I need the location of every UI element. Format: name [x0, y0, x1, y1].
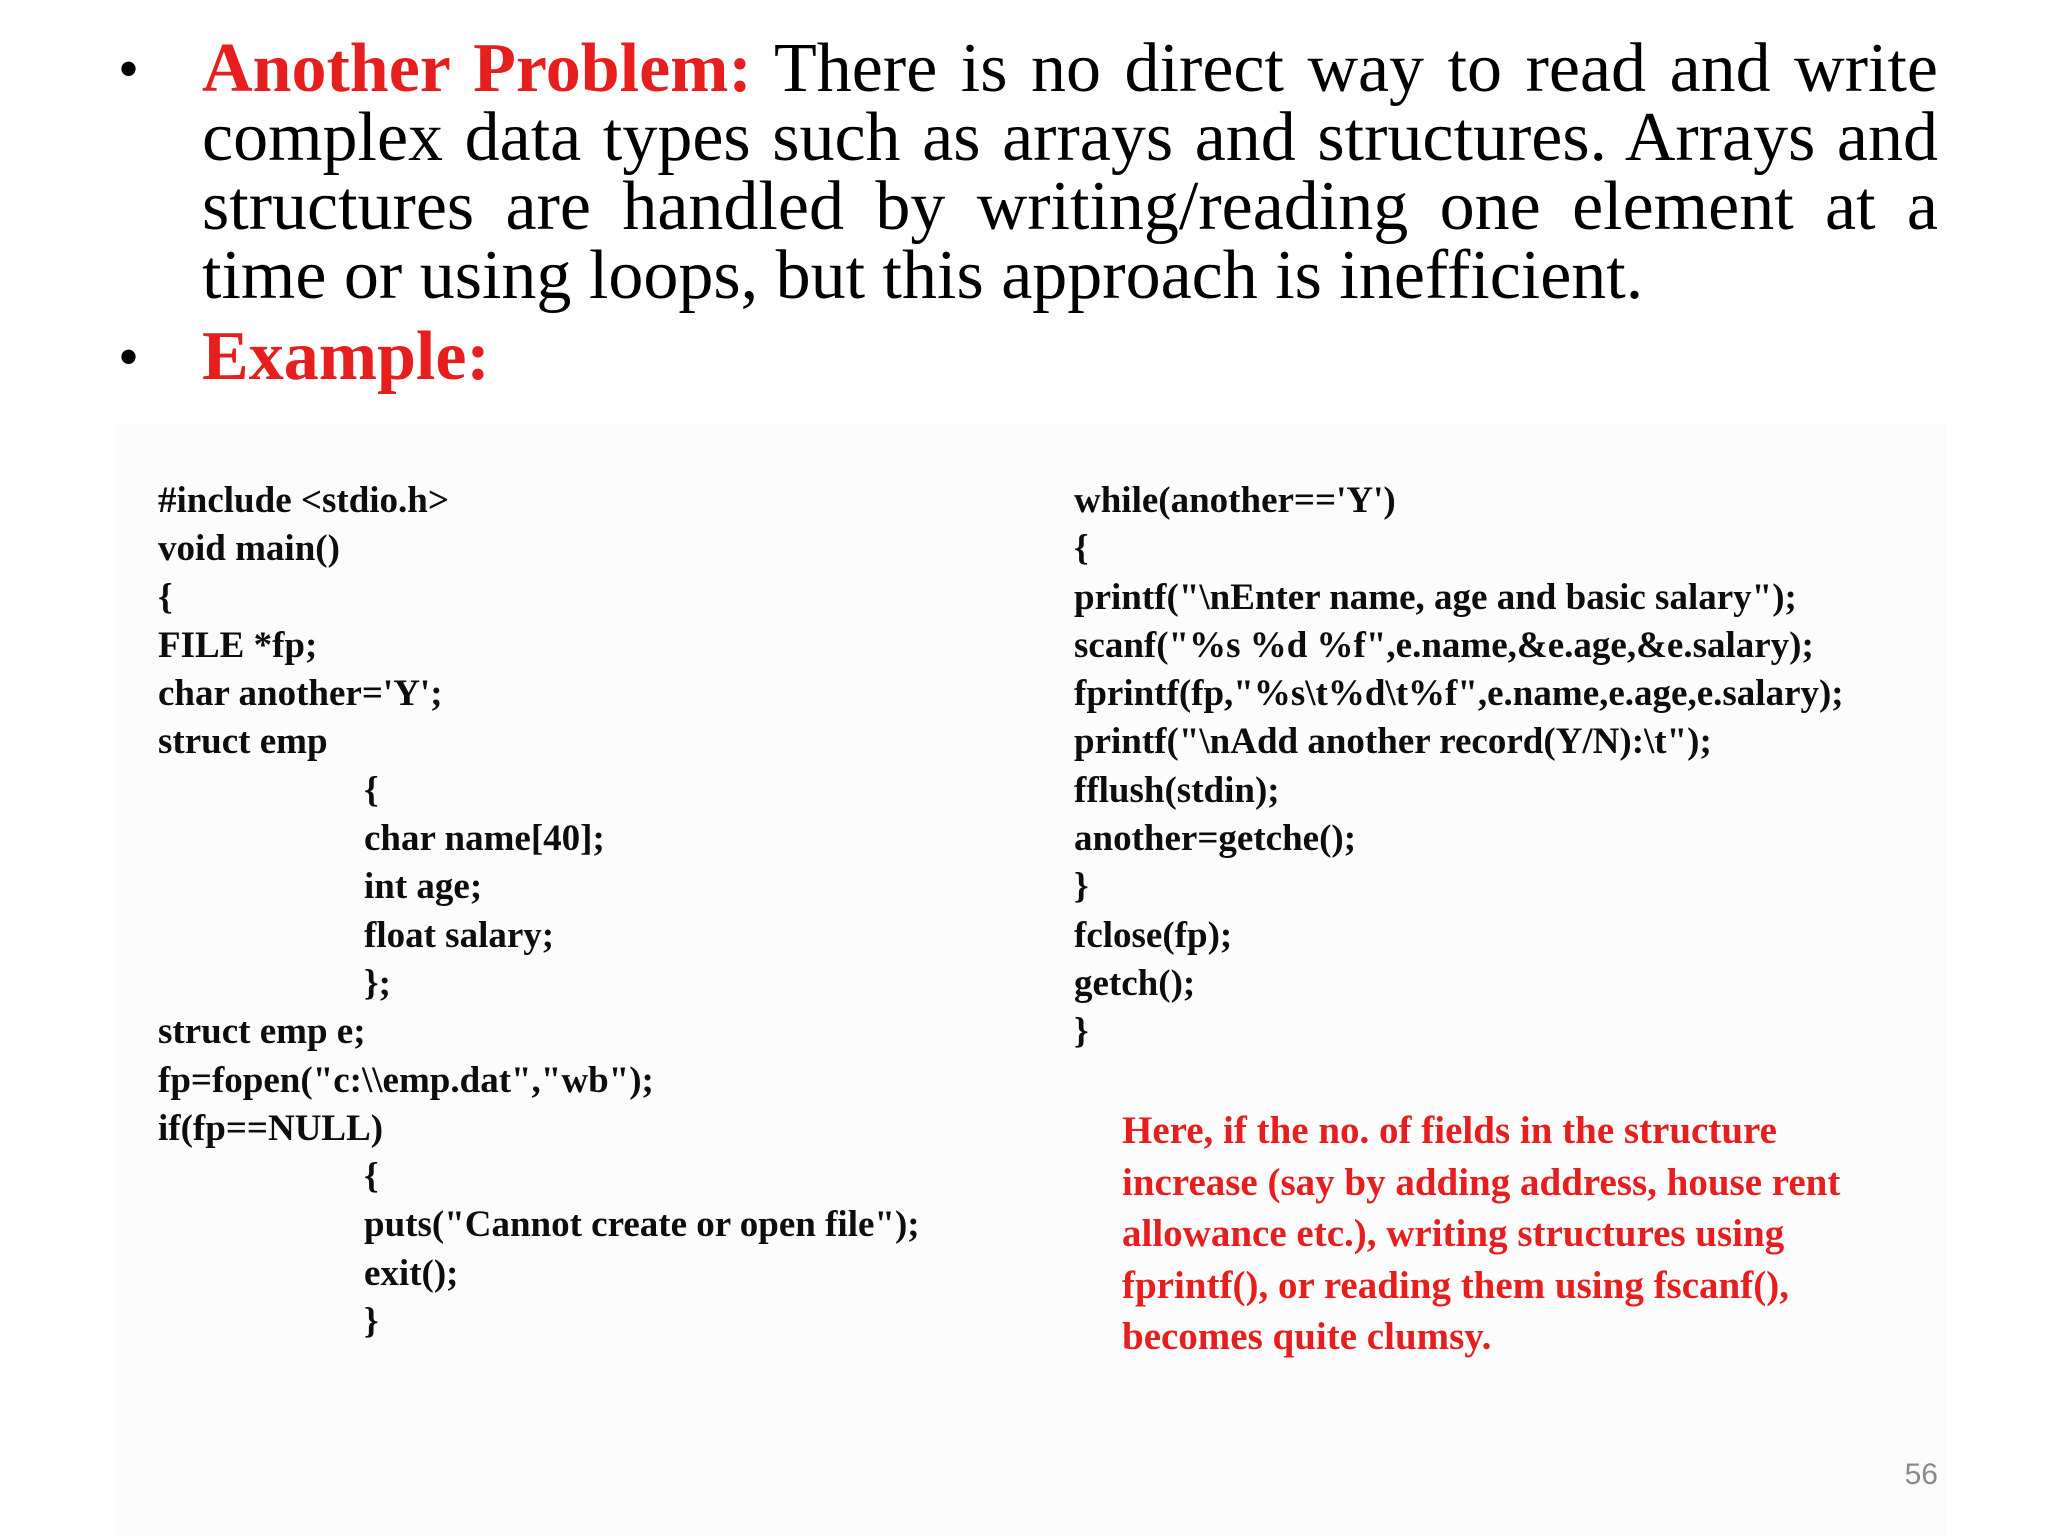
- bullet-heading: Another Problem:: [202, 30, 752, 107]
- code-column-left: [158, 477, 920, 1346]
- bullet-list: [118, 30, 1938, 395]
- code-line: void main(): [158, 528, 340, 570]
- code-line: struct emp e;: [158, 1011, 366, 1053]
- code-line: float salary;: [364, 914, 555, 956]
- code-line: #include <stdio.h>: [158, 480, 449, 521]
- code-line: {: [364, 1156, 379, 1198]
- code-line: printf("\nAdd another record(Y/N):\t");: [1074, 721, 1712, 763]
- code-line: {: [1074, 528, 1089, 570]
- code-line: char another='Y';: [158, 673, 443, 715]
- code-line: struct emp: [158, 721, 328, 763]
- code-line: fp=fopen("c:\\emp.dat","wb");: [158, 1059, 654, 1101]
- code-example-panel: [116, 425, 1946, 1536]
- code-line: exit();: [364, 1252, 459, 1294]
- code-line: fflush(stdin);: [1074, 769, 1280, 811]
- bullet-body-text: There is no direct way to read and write complex data types such as arrays and structures. Arrays and structures are handled by writing/reading one element at a time or using loops, but this approach is inefficient.: [202, 30, 1938, 314]
- code-line: }: [1074, 1011, 1089, 1053]
- bullet-item-example: [118, 318, 1938, 395]
- code-line: fprintf(fp,"%s\t%d\t%f",e.name,e.age,e.salary);: [1074, 673, 1844, 715]
- code-column-right: [1074, 477, 1844, 1057]
- bullet-text: [202, 318, 1938, 395]
- code-line: }: [364, 1301, 379, 1343]
- code-line: getch();: [1074, 962, 1196, 1004]
- code-line: int age;: [364, 866, 483, 908]
- code-line: scanf("%s %d %f",e.name,&e.age,&e.salary);: [1074, 624, 1814, 666]
- clumsy-note: Here, if the no. of fields in the structure increase (say by adding address, house rent allowance etc.), writing structures using fprintf(), or reading them using fscanf(), becomes quite clumsy.: [1122, 1109, 1841, 1358]
- code-line: FILE *fp;: [158, 624, 318, 666]
- code-line: another=getche();: [1074, 818, 1357, 860]
- code-line: char name[40];: [364, 818, 605, 860]
- bullet-dot-icon: •: [118, 36, 140, 102]
- page-number: 56: [1904, 1458, 1938, 1491]
- code-line: };: [364, 962, 391, 1004]
- code-line: }: [1074, 866, 1089, 908]
- bullet-dot-icon: •: [118, 324, 140, 390]
- code-line: if(fp==NULL): [158, 1107, 384, 1149]
- code-line: printf("\nEnter name, age and basic salary");: [1074, 576, 1797, 618]
- bullet-text: [202, 30, 1938, 314]
- code-line: while(another=='Y'): [1074, 480, 1396, 521]
- code-line: {: [158, 576, 173, 618]
- bullet-heading: Example:: [202, 318, 490, 395]
- code-line: puts("Cannot create or open file");: [364, 1204, 920, 1246]
- bullet-item-another-problem: [118, 30, 1938, 314]
- code-line: {: [364, 769, 379, 811]
- code-line: fclose(fp);: [1074, 914, 1233, 956]
